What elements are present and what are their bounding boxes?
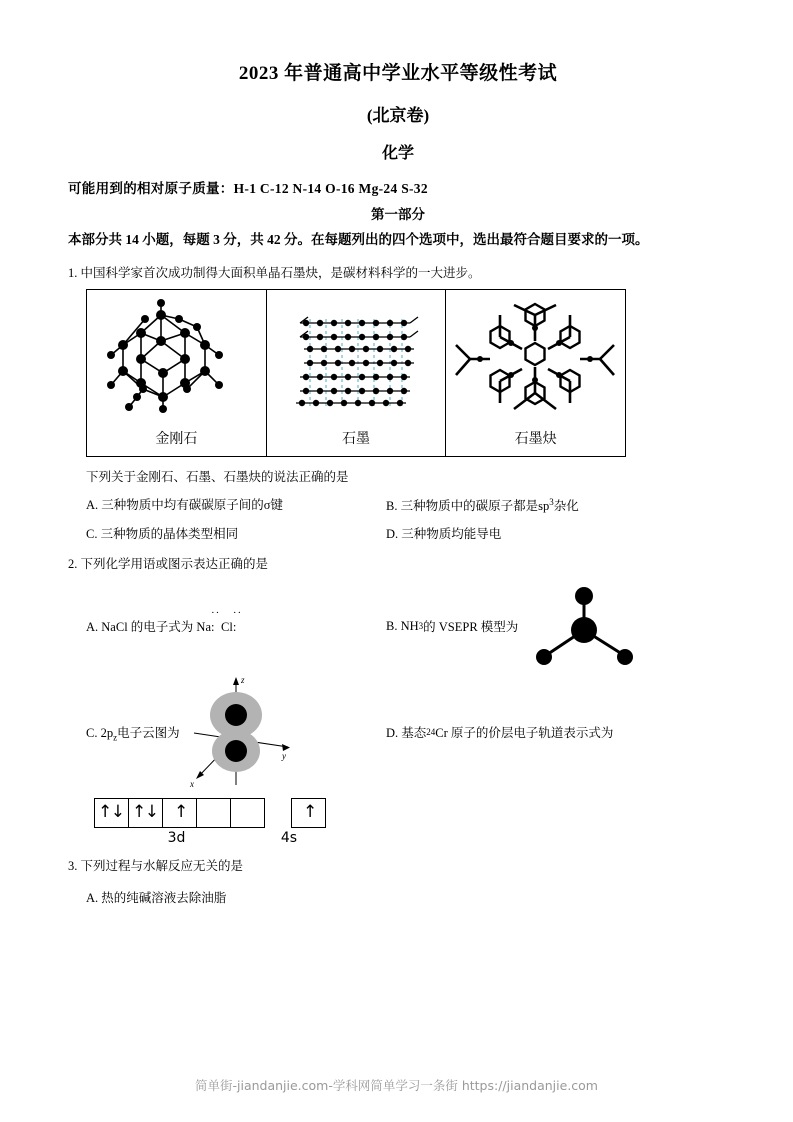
page-subtitle: (北京卷) (366, 106, 430, 125)
subject-title: 化学 (381, 145, 414, 162)
q2-option-d-tail: Cr 原子的价层电子轨道表示式为 (435, 726, 614, 741)
graphite-structure-icon (267, 290, 446, 428)
question-2-stem: 2. 下列化学用语或图示表达正确的是 (68, 557, 269, 572)
svg-text:z: z (240, 675, 245, 686)
arrow-up-icon: ↑ (174, 802, 189, 823)
page-content (68, 58, 728, 914)
graphdiyne-structure-icon (446, 290, 625, 428)
question-1-stem: 1. 中国科学家首次成功制得大面积单晶石墨炔，是碳材料科学的一大进步。 (68, 266, 481, 281)
q1-option-b-tail: 杂化 (553, 499, 579, 514)
q2-option-d-prefix: D. 基态 (386, 726, 427, 741)
q2-row-cd (86, 672, 728, 792)
figure-cell-diamond (87, 290, 267, 456)
q2-option-c[interactable] (86, 673, 386, 791)
q2-option-a[interactable] (86, 617, 386, 635)
q2-option-c-prefix: C. 2p (86, 725, 114, 740)
q2-row-ab (86, 580, 728, 672)
q1-option-b-text: B. 三种物质中的碳原子都是sp (386, 499, 550, 514)
orbital-label-4s: 4s (280, 830, 298, 847)
orbital-cell (163, 799, 197, 827)
q2-option-b-subscript: 3 (418, 621, 424, 632)
arrow-up-icon: ↑ (132, 802, 147, 823)
figure-cell-graphite (267, 290, 447, 456)
question-1-sub-stem: 下列关于金刚石、石墨、石墨炔的说法正确的是 (86, 470, 349, 485)
vsepr-model-icon (526, 580, 646, 672)
orbital-label-3d: 3d (167, 830, 186, 847)
q1-option-d[interactable]: D. 三种物质均能导电 (386, 527, 502, 542)
question-3-stem: 3. 下列过程与水解反应无关的是 (68, 859, 244, 874)
arrow-down-icon: ↓ (110, 802, 125, 823)
q2-option-a-prefix: A. NaCl 的电子式为 Na (86, 620, 211, 635)
orbital-diagram (94, 798, 728, 828)
orbital-cell (95, 799, 129, 827)
question-1-figure-group (86, 289, 626, 457)
question-1-options-row-1 (86, 495, 728, 516)
q1-option-a[interactable]: A. 三种物质中均有碳碳原子间的σ键 (86, 498, 284, 513)
figure-caption-diamond: 金刚石 (155, 431, 198, 448)
orbital-boxes-3d (94, 798, 265, 828)
q2-option-b[interactable] (386, 580, 706, 672)
footer-watermark: 简单街-jiandanjie.com-学科网简单学习一条街 https://jiandanjie.com (194, 1078, 598, 1093)
electron-cloud-icon (184, 673, 294, 791)
question-2-options (86, 580, 728, 846)
svg-text:y: y (281, 751, 286, 762)
orbital-cell (231, 799, 264, 827)
part-label: 第一部分 (371, 207, 425, 222)
q1-option-b[interactable] (386, 495, 706, 516)
q2-option-c-subscript: z (113, 732, 118, 743)
arrow-up-icon: ↑ (98, 802, 113, 823)
orbital-box-4s (291, 798, 326, 828)
arrow-up-icon: ↑ (303, 802, 318, 823)
q1-option-b-superscript: 3 (549, 497, 554, 508)
svg-text:x: x (189, 779, 194, 790)
q2-option-c-tail: 电子云图为 (117, 725, 180, 740)
orbital-cell (197, 799, 231, 827)
orbital-cell (129, 799, 163, 827)
q2-option-b-tail: 的 VSEPR 模型为 (423, 620, 519, 635)
diamond-structure-icon (87, 290, 266, 428)
q2-option-a-mid: Cl (221, 620, 233, 635)
page-title: 2023 年普通高中学业水平等级性考试 (238, 63, 558, 84)
lewis-dots-right: ·· : (233, 620, 243, 635)
q3-option-a[interactable]: A. 热的纯碱溶液去除油脂 (86, 891, 227, 906)
instructions: 本部分共 14 小题，每题 3 分，共 42 分。在每题列出的四个选项中，选出最符合题目要求的一项。 (68, 232, 649, 247)
atomic-mass-line: 可能用到的相对原子质量：H-1 C-12 N-14 O-16 Mg-24 S-32 (68, 181, 428, 196)
figure-cell-graphdiyne (446, 290, 625, 456)
q2-option-d[interactable] (386, 723, 706, 741)
lewis-dots-left: ·· : (211, 620, 221, 635)
figure-caption-graphite: 石墨 (342, 431, 370, 448)
orbital-labels (94, 830, 728, 846)
q2-option-b-text: B. NH (386, 618, 419, 633)
q1-option-c[interactable]: C. 三种物质的晶体类型相同 (86, 527, 239, 542)
q2-option-d-subscript: 24 (426, 727, 436, 738)
arrow-down-icon: ↓ (144, 802, 159, 823)
question-1-options-row-2 (86, 524, 728, 544)
figure-caption-graphdiyne: 石墨炔 (514, 431, 557, 448)
